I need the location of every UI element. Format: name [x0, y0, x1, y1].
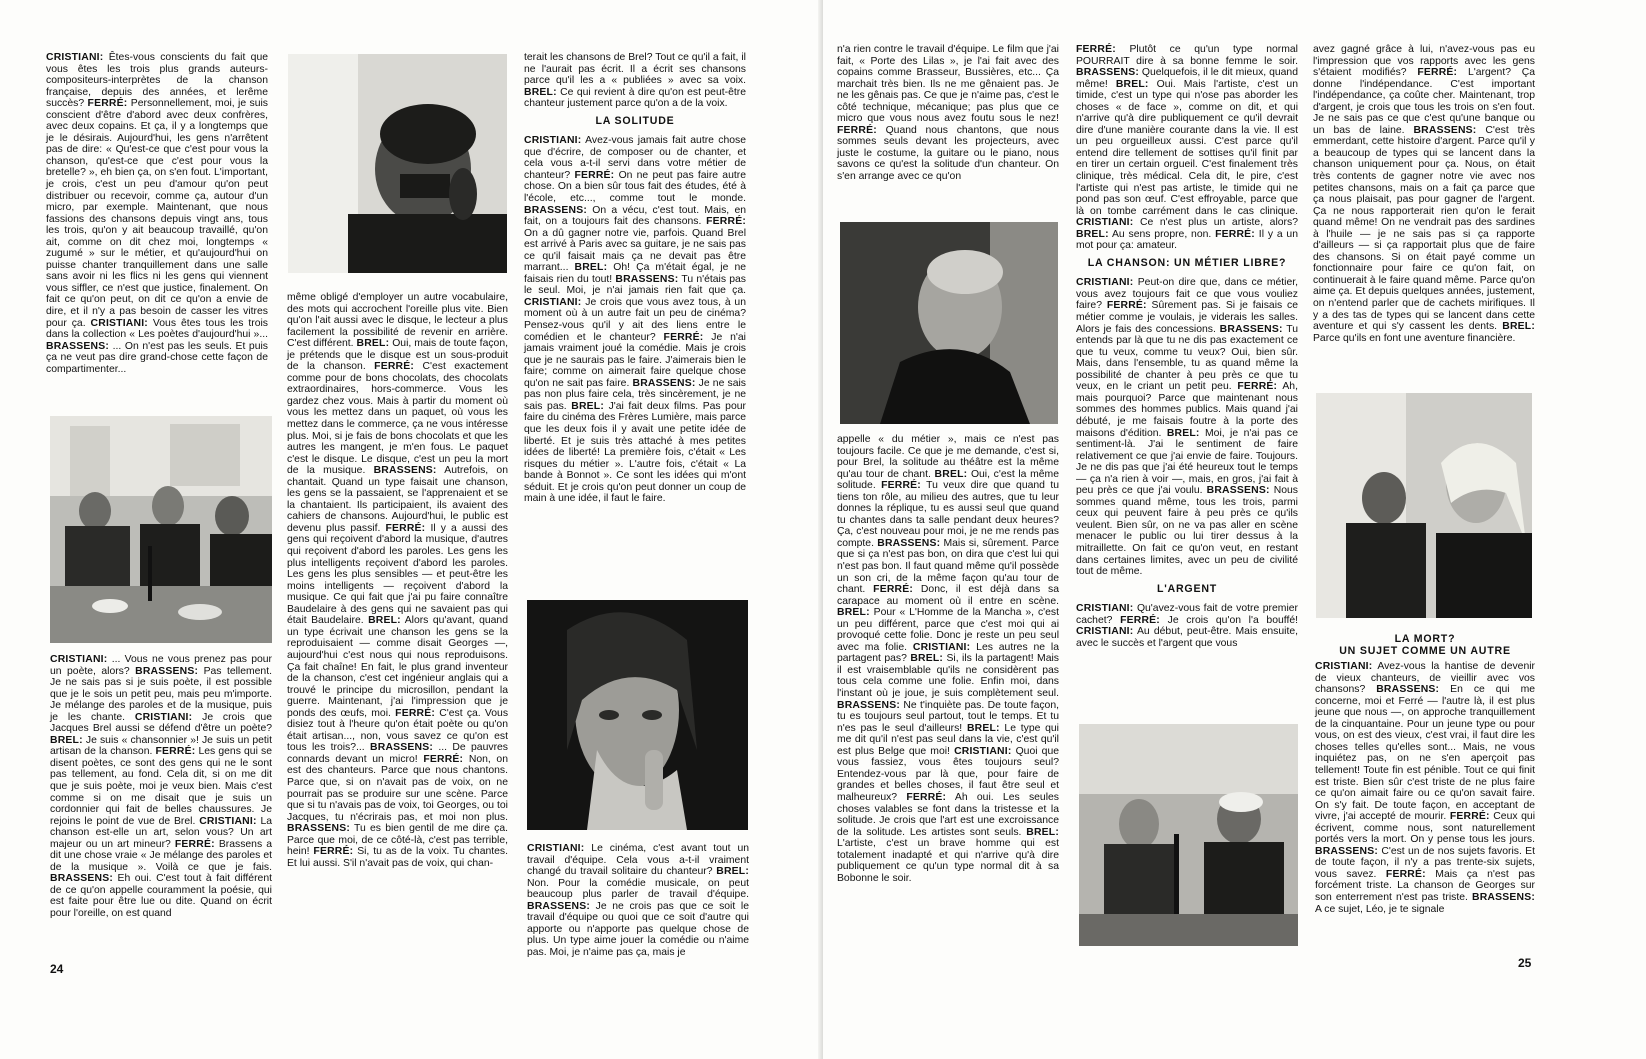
section-heading: LA MORT?: [1394, 633, 1456, 645]
photo-three-singers: [50, 416, 272, 643]
column-left-3c: [527, 843, 749, 958]
photo-brassens: [288, 54, 507, 273]
column-right-3b: [1315, 634, 1535, 915]
text-block: CRISTIANI: Avez-vous la hantise de devenir de vieux chanteurs, de vieillir avec vos chansons? BRASSENS: En ce qui me concerne, moi et Ferré — l'autre là, il est plus jeune que nous —, on approche tranquillement de la cinquantaine. Pour un jeune type ou pour vous, on est des vieux, c'est vrai, il faut dire les choses telles qu'elles sont... Mais, ne vous inquiétez pas, on ne s'en aperçoit pas tellement! Toute fin est pénible. Tout ce qui finit est triste. Bien sûr c'est triste de ne plus faire ce qu'on aimait faire ou ce qu'on savait faire. On s'y fait. De toute façon, en acceptant de vivre, j'ai accepté de mourir. FERRÉ: Ceux qui écrivent, comme nous, sont naturellement portés vers la mort. On y pense tous les jours. BRASSENS: C'est un de nos sujets favoris. Et de toute façon, il n'y a pas trente-six sujets, vous savez. FERRÉ: Mais ça n'est pas forcément triste. La chanson de Georges sur son enterrement n'est pas triste. BRASSENS: A ce sujet, Léo, je te signale: [1315, 661, 1536, 915]
photo-brel: [527, 600, 748, 830]
page-number-left: 24: [50, 962, 64, 976]
text-block: CRISTIANI: Avez-vous jamais fait autre chose que d'écrire, de composer ou de chanter, et cela vous a-t-il servi dans votre métier de chanteur? FERRÉ: On ne peut pas faire autre chose. On a bien sûr tous fait des études, été à l'école, etc..., comme tout le monde. BRASSENS: On a vécu, c'est tout. Mais, en fait, on a toujours fait des chansons. FERRÉ: On a dû gagner notre vie, parfois. Quand Brel est arrivé à Paris avec sa guitare, je ne sais pas ce qu'il faisait mais ça ne devait pas être marrant... BREL: Oh! Ça m'était égal, je ne faisais rien du tout! BRASSENS: Tu n'étais pas le seul. Moi, je n'ai jamais rien fait que ça. CRISTIANI: Je crois que vous avez tous, à un moment où à un autre fait un peu de cinéma? Pensez-vous qu'il y ait des liens entre le comédien et le chanteur? FERRÉ: Je n'ai jamais vraiment joué la comédie. Mais je crois que je ne saurais pas le faire. J'aimerais bien le faire; comme on aimerait faire quelque chose qu'on ne sait pas faire. BRASSENS: Je ne sais pas non plus faire cela, très sincèrement, je ne sais pas. BREL: J'ai fait deux films. Pas pour faire du cinéma des Frères Lumière, mais parce que les deux fois il y avait une petite idée de liberté. Et je suis très attaché à mes petites idées de liberté! La première fois, c'était « Les risques du métier ». L'autre fois, c'était « La bande à Bonnot ». Ce sont les idées qui m'ont séduit. Et je crois qu'on peut donner un coup de main à une idée, il faut le faire.: [524, 135, 746, 505]
text-block: terait les chansons de Brel? Tout ce qu'il a fait, il ne l'aurait pas écrit. Il a écrit ses chansons parce qu'il les a « publiées » avec sa voix. BREL: Ce qui revient à dire qu'on est peut-être chanteur justement parce qu'on a de la voix.: [524, 52, 746, 110]
column-left-3a: [524, 52, 746, 505]
section-heading: LA CHANSON: UN MÉTIER LIBRE?: [1087, 256, 1287, 269]
section-heading: UN SUJET COMME UN AUTRE: [1339, 644, 1511, 657]
text-block: CRISTIANI: ... Vous ne vous prenez pas pour un poète, alors? BRASSENS: Pas tellement. Je ne sais pas si je suis poète, il est possible que je le sois un petit peu, mais peu m'importe. Je mélange des paroles et de la musique, puis je les chante. CRISTIANI: Je crois que Jacques Brel aussi se défend d'être un poète? BREL: Je suis « chansonnier »! Je suis un petit artisan de la chanson. FERRÉ: Les gens qui se disent poètes, ce sont des gens qui ne le sont pas tellement, au fond. Cela dit, si on me dit que je suis poète, moi je veux bien. Mais c'est comme si on me disait que je suis un cordonnier qui fait de belles chaussures. Je rejoins le point de vue de Brel. CRISTIANI: La chanson est-elle un art, selon vous? Un art majeur ou un art mineur? FERRÉ: Brassens a dit une chose vraie « Je mélange des paroles et de la musique ». Voilà ce que je fais. BRASSENS: Eh oui. C'est tout à fait différent de ce qu'on appelle couramment la poésie, qui est faite pour être lue ou dite. Quand on écrit pour l'oreille, on est quand: [50, 654, 273, 920]
section-heading: LA SOLITUDE: [595, 114, 675, 127]
section-heading: L'ARGENT: [1156, 582, 1218, 595]
text-block: CRISTIANI: Peut-on dire que, dans ce métier, vous avez toujours fait ce que vous vouliez faire? FERRÉ: Sûrement pas. Si je faisais ce métier comme je voulais, je viderais les salles. Alors je fais des concessions. BRASSENS: Tu entends par là que tu ne dis pas exactement ce que tu veux, comme tu veux? Oui, bien sûr. Mais, dans l'ensemble, tu as quand même la possibilité de chanter à peu près ce que tu veux, en le criant un petit peu. FERRÉ: Ah, mais pourquoi? Parce que maintenant nous sommes des hommes publics. Mais quand j'ai débuté, je me faisais foutre à la porte des maisons d'édition. BREL: Moi, je n'ai pas ce sentiment-là. J'ai le sentiment de faire relativement ce que j'ai envie de faire. Toujours. Je ne dis pas que j'ai été heureux tout le temps — ça n'a rien à voir —, mais, en gros, j'ai fait à peu près ce que j'ai voulu. BRASSENS: Nous sommes quand même, tous les trois, parmi ceux qui peuvent faire à peu près ce qu'ils veulent. Bien sûr, on ne va pas aller en scène menacer le public ou lui tirer dessus à la mitraillette. On fait ce qu'on veut, en restant dans certaines limites, avec un peu de civilité tout de même.: [1076, 277, 1299, 578]
column-right-3a: [1313, 44, 1535, 344]
column-right-2a: [1076, 44, 1298, 649]
text-block: CRISTIANI: Le cinéma, c'est avant tout un travail d'équipe. Cela vous a-t-il vraiment changé du travail solitaire du chanteur? BREL: Non. Pour la comédie musicale, on peut beaucoup plus parler de travail d'équipe. BRASSENS: Je ne crois pas que ce soit le travail d'équipe ou quoi que ce soit d'autre qui apporte ou n'apporte pas quelque chose de plus. Un type aime jouer la comédie ou n'aime pas. Moi, je n'aime pas ça, mais je: [527, 843, 749, 958]
column-left-1b: [50, 654, 272, 920]
text-block: CRISTIANI: Êtes-vous conscients du fait que vous êtes les trois plus grands auteurs-compositeurs-interprètes de la chanson française, depuis des années, et lerême succès? FERRÉ: Personnellement, moi, je suis conscient d'être d'abord avec deux confrères, avec deux copains. Et ça, il y a longtemps que je le désirais. Aujourd'hui, les gens n'arrêtent pas de dire: « Qu'est-ce que c'est pour vous la chanson, qu'est-ce que c'est pour vous la bretelle? », eh bien ça, on s'en fout. L'important, je crois, c'est un peu d'amour qu'on peut distribuer ou recevoir, comme ça, autour d'un micro, par exemple. Maintenant, que nous fassions des chansons depuis vingt ans, tous les trois, qu'on y ait beaucoup travaillé, qu'on ait, comme on dit chez moi, longtemps « zugumé » sur le métier, et qu'aujourd'hui on puisse chanter tranquillement dans une salle sans avoir ni les flics ni les gens qui viennent vous siffler, ce n'est que justice, finalement. On fait ce qu'on peut, on dit ce qu'on a envie de dire, et il n'y a pas besoin de casser les vitres pour ça. CRISTIANI: Vous êtes tous les trois dans la collection « Les poètes d'aujourd'hui »... BRASSENS: ... On n'est pas les seuls. Et puis ça ne veut pas dire grand-chose cette façon de compartimenter...: [46, 52, 268, 375]
column-right-1b: [837, 434, 1059, 884]
text-block: n'a rien contre le travail d'équipe. Le film que j'ai fait, « Porte des Lilas », je l'ai fait avec des copains comme Brasseur, Bussières, etc... Ça marchait très bien. Ils ne me gênaient pas. Je ne les gênais pas. Ce que je n'aime pas, c'est le côté technique, mécanique; pas plus que ce micro que vous nous avez foutu sous le nez! FERRÉ: Quand nous chantons, que nous sommes seuls devant les projecteurs, avec juste le costume, la guitare ou le piano, nous savons ce qu'est la solitude d'un chanteur. On s'en arrange avec ce qu'on: [837, 44, 1059, 183]
photo-brel-ferre: [1316, 393, 1532, 618]
text-block: CRISTIANI: Qu'avez-vous fait de votre premier cachet? FERRÉ: Je crois qu'on l'a bouffé! CRISTIANI: Au début, peut-être. Mais ensuite, avec le succès et l'argent que vous: [1076, 603, 1299, 649]
text-block: FERRÉ: Plutôt ce qu'un type normal POURRAIT dire à sa bonne femme le soir. BRASSENS: Quelquefois, il le dit mieux, quand même! BREL: Oui. Mais l'artiste, c'est un timide, c'est un type qui n'ose pas aborder les choses « de face », comme on dit, et qui n'arrive qu'à dire publiquement ce qu'il devrait dire d'une manière courante dans la vie. Il est un peu orgueilleux aussi. C'est parce qu'il entend dire tellement de sottises qu'il finit par en tirer un certain orgueil. C'est finalement très clinique, très médical. Cela dit, le pire, c'est l'artiste qui n'est pas artiste, le timide qui ne pond pas son œuf. C'est effroyable, parce que là on tombe carrément dans le cas clinique. CRISTIANI: Ce n'est plus un artiste, alors? BREL: Au sens propre, non. FERRÉ: Il y a un mot pour ça: amateur.: [1076, 44, 1298, 252]
column-left-2: [287, 292, 508, 869]
text-block: avez gagné grâce à lui, n'avez-vous pas eu l'impression que vos rapports avec les gens s'étaient modifiés? FERRÉ: L'argent? Ça donne l'indépendance. C'est important l'indépendance, ça coûte cher. Maintenant, trop d'argent, je crois que tous les trois on s'en fout. Je ne sais pas ce que c'est qu'une banque ou un bas de laine. BRASSENS: C'est très emmerdant, cette histoire d'argent. Parce qu'il y a beaucoup de types qui se lancent dans la chanson uniquement pour ça. Nous, on était très contents de gagner notre vie avec nos petites chansons, mais on a fait ça parce que ça nous plaisait, pas pour gagner de l'argent. Ça ne nous rapporterait rien qu'on le ferait quand même! On ne vendrait pas des sardines à l'huile — je ne sais pas si ça rapporte d'ailleurs — si ça rapportait plus que de faire des chansons. Si on était payé comme un fonctionnaire pour faire ce qu'on fait, on continuerait à le faire quand même. Parce qu'on aime ça. Et depuis quelques années, justement, on n'entend parler que de cachets mirifiques. Il y a des tas de types qui se lancent dans cette aventure et qui s'y cassent les dents. BREL: Parce qu'ils en font une aventure financière.: [1313, 44, 1536, 344]
page-right: [823, 0, 1646, 1059]
photo-ferre-brassens: [1079, 724, 1298, 946]
photo-ferre: [840, 222, 1058, 424]
text-block: appelle « du métier », mais ce n'est pas toujours facile. Ce que je me demande, c'est si, pour Brel, la solitude au théâtre est la même qu'au tour de chant. BREL: Oui, c'est la même solitude. FERRÉ: Tu veux dire que quand tu tiens ton rôle, au milieu des autres, que tu leur donnes la réplique, tu es aussi seul que quand tu chantes dans ta salle pendant deux heures? Ça, c'est nouveau pour moi, je ne me rends pas compte. BRASSENS: Mais si, sûrement. Parce que si ça n'est pas bon, on dira que c'est lui qui n'est pas bon. Il faut quand même qu'il possède un son cri, de la même façon qu'au tour de chant. FERRÉ: Donc, il est déjà dans sa carapace au moment où il entre en scène. BREL: Pour « L'Homme de la Mancha », c'est un peu différent, parce que c'est moi qui ai provoqué cette folie. Donc je reste un peu seul avec ma folie. CRISTIANI: Les autres ne la partagent pas? BREL: Si, ils la partagent! Mais il est vraisemblable qu'ils ne considèrent pas tous cela comme une folie. Enfin moi, dans l'instant où je joue, je suis complètement seul. BRASSENS: Ne t'inquiète pas. De toute façon, tu es toujours seul partout, tout le temps. Et tu n'es pas le seul d'ailleurs! BREL: Le type qui me dit qu'il n'est pas seul dans la vie, c'est qu'il est plus Belge que moi! CRISTIANI: Quoi que vous fassiez, vous êtes toujours seul? Entendez-vous par là que, pour faire de grandes et belles choses, il faut être seul et malheureux? FERRÉ: Ah oui. Les seules choses valables se font dans la tristesse et la solitude. Je crois que l'art est une excroissance de la solitude. Les artistes sont seuls. BREL: L'artiste, c'est un brave homme qui est totalement inadapté et qui n'arrive qu'à dire publiquement ce qu'un type normal dit à sa Bobonne le soir.: [837, 434, 1060, 884]
text-block: même obligé d'employer un autre vocabulaire, des mots qui accrochent l'oreille plus vite. Bien qu'on l'ait aussi avec le disque, le lecteur a plus facilement la possibilité de revenir en arrière. C'est différent. BREL: Oui, mais de toute façon, je prétends que le disque est un sous-produit de la chanson. FERRÉ: C'est exactement comme pour de bons chocolats, des chocolats extraordinaires, hors-commerce. Vous les gardez chez vous. Mais à partir du moment où vous les mettez dans un paquet, où vous les mettez dans le commerce, ça ne vous intéresse plus. Moi, si je fais de bons chocolats et que les autres les mangent, je m'en fous. Le paquet c'est le disque. Le disque, c'est un peu la mort de la musique. BRASSENS: Autrefois, on chantait. Quand un type faisait une chanson, les gens se la passaient, se l'apprenaient et se la chantaient. Ils participaient, ils avaient des cahiers de chansons. Aujourd'hui, le public est devenu plus passif. FERRÉ: Il y a aussi des gens qui reçoivent d'abord la musique, d'autres qui reçoivent d'abord les paroles. Les gens les plus intelligents reçoivent d'abord les paroles. Les gens les plus sensibles — et peut-être les moins intelligents — reçoivent d'abord la musique. Ce qui fait que j'ai pu faire connaître Baudelaire à des gens qui ne savaient pas qui était Baudelaire. BREL: Alors qu'avant, quand un type écrivait une chanson les gens se la reproduisaient — comme disait Georges —, aujourd'hui c'est nous qui nous reproduisons. Ça fait chaîne! En fait, le plus grand inventeur de la chanson, c'est cet ingénieur anglais qui a trouvé le principe du microsillon, pendant la guerre. Maintenant, j'ai l'impression que je ponds des œufs, moi. FERRÉ: C'est ça. Vous disiez tout à l'heure qu'on était poète ou qu'on était artisan..., non, vous savez ce qu'on est tous les trois?... BRASSENS: ... De pauvres connards devant un micro! FERRÉ: Non, on est des chanteurs. Parce que nous chantons. Parce que, si on n'avait pas de voix, on ne pourrait pas se produire sur une scène. Parce que si tu n'avais pas de voix, toi Georges, ou toi Jacques, tu n'écrirais pas, et moi non plus. BRASSENS: Tu es bien gentil de me dire ça. Parce que moi, de ce côté-là, c'est pas terrible, hein! FERRÉ: Si, tu as de la voix. Tu chantes. Et lui aussi. S'il n'avait pas de voix, qui chan-: [287, 292, 509, 869]
column-left-1a: [46, 52, 268, 375]
page-number-right: 25: [1518, 956, 1532, 970]
column-right-1a: [837, 44, 1059, 183]
